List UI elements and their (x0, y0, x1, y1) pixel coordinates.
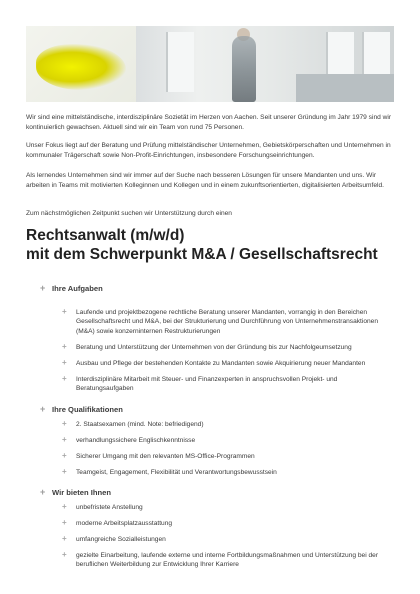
list-item-text: umfangreiche Sozialleistungen (76, 536, 166, 543)
list-item-text: Ausbau und Pflege der bestehenden Kontakte zu Mandanten sowie Akquirierung neuer Mandanten (76, 359, 366, 367)
plus-icon: + (40, 487, 46, 497)
list-item-text: moderne Arbeitsplatzausstattung (76, 520, 173, 527)
plus-icon: + (62, 550, 67, 559)
list-item (62, 308, 394, 336)
plus-icon: + (62, 502, 67, 511)
list-item-text: Interdisziplinäre Mitarbeit mit Steuer- und Finanzexperten in anspruchsvollen Projekt- und Beratungsaufgaben (76, 375, 338, 393)
list-item (62, 452, 394, 461)
list-item (62, 519, 394, 528)
intro-paragraph-4: Zum nächstmöglichen Zeitpunkt suchen wir Unterstützung durch einen (26, 210, 232, 217)
bieten-list (62, 503, 394, 576)
section-heading-bieten (40, 487, 111, 497)
section-heading-label: Ihre Qualifikationen (52, 405, 123, 414)
plus-icon: + (62, 518, 67, 527)
list-item-text: verhandlungssichere Englischkenntnisse (76, 437, 196, 444)
plus-icon: + (62, 307, 67, 316)
list-item (62, 503, 394, 512)
section-heading-aufgaben (40, 283, 103, 293)
header-banner-image (26, 26, 394, 102)
list-item (62, 359, 394, 368)
plus-icon: + (62, 357, 67, 367)
plus-icon: + (62, 451, 67, 460)
list-item-text: Teamgeist, Engagement, Flexibilität und Verantwortungsbewusstsein (76, 469, 277, 476)
list-item-text: Sicherer Umgang mit den relevanten MS-Office-Programmen (76, 453, 255, 460)
job-title-line-1: Rechtsanwalt (m/w/d) (26, 227, 185, 244)
list-item-text: 2. Staatsexamen (mind. Note: befriedigend) (76, 421, 204, 428)
intro-paragraph-3: Als lernendes Unternehmen sind wir immer auf der Suche nach besseren Lösungen für unsere Mandanten und uns. Wir arbeiten in Teams mit motivierten Kolleginnen und Kollegen und in einem zukunftsorientierten, digitalisierten Arbeitsumfeld. (26, 172, 384, 189)
list-item-text: unbefristete Anstellung (76, 504, 143, 511)
intro-paragraph-2: Unser Fokus liegt auf der Beratung und Prüfung mittelständischer Unternehmen, Gebietskörperschaften und Unternehmen in kommunaler Trägerschaft sowie Non-Profit-Einrichtungen, insbesondere Forschungseinrichtungen. (26, 142, 391, 159)
list-item-text: gezielte Einarbeitung, laufende externe und interne Fortbildungsmaßnahmen und Unterstützung bei der beruflichen Weiterbildung zur Entwicklung Ihrer Karriere (76, 552, 379, 569)
list-item-text: Beratung und Unterstützung der Unternehmen von der Gründung bis zur Nachfolgeumsetzung (76, 343, 352, 351)
plus-icon: + (62, 435, 67, 444)
section-heading-qualifikationen (40, 404, 123, 414)
plus-icon: + (62, 419, 67, 428)
plus-icon: + (62, 534, 67, 543)
list-item (62, 375, 394, 394)
list-item (62, 343, 394, 352)
job-title (26, 226, 378, 264)
list-item (62, 420, 394, 429)
window-shape (166, 32, 194, 92)
list-item (62, 468, 394, 477)
aufgaben-list (62, 308, 394, 400)
job-title-line-2: mit dem Schwerpunkt M&A / Gesellschaftsrecht (26, 246, 378, 263)
desk-shape (296, 74, 394, 102)
plus-icon: + (62, 467, 67, 476)
list-item (62, 436, 394, 445)
walking-person (232, 36, 256, 102)
qualifikationen-list (62, 420, 394, 484)
list-item (62, 551, 394, 570)
plus-icon: + (40, 283, 46, 293)
plus-icon: + (40, 404, 46, 414)
section-heading-label: Wir bieten Ihnen (52, 488, 111, 497)
list-item-text: Laufende und projektbezogene rechtliche Beratung unserer Mandanten, vorrangig in den Bereichen Gesellschaftsrecht und M&A, bei der Strukturierung und Durchführung von Unternehmenstransaktionen (M&A) sowie konzerninternen Restrukturierungen (76, 309, 379, 335)
section-heading-label: Ihre Aufgaben (52, 284, 103, 293)
plus-icon: + (62, 341, 67, 351)
intro-paragraph-1: Wir sind eine mittelständische, interdisziplinäre Sozietät im Herzen von Aachen. Seit unserer Gründung im Jahr 1979 sind wir kontinuierlich gewachsen. Aktuell sind wir ein Team von rund 75 Personen. (26, 114, 392, 131)
plus-icon: + (62, 373, 67, 383)
list-item (62, 535, 394, 544)
